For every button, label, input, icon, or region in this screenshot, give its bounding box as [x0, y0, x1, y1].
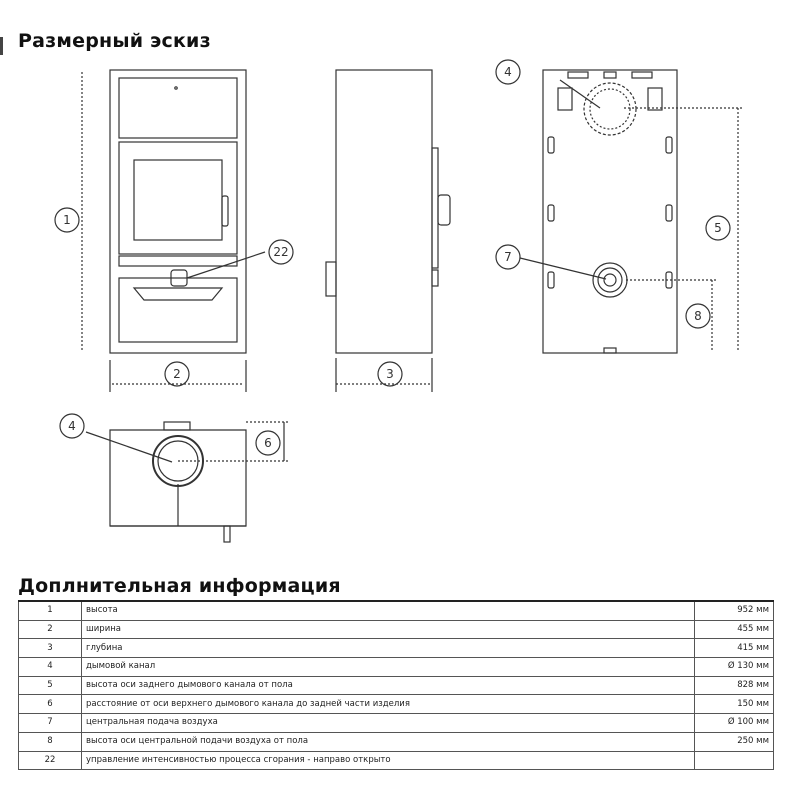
table-cell-value: Ø 130 мм — [695, 658, 774, 677]
front-view — [110, 70, 246, 353]
table-cell-desc: расстояние от оси верхнего дымового канала до задней части изделия — [82, 695, 695, 714]
callout-8: 8 — [694, 309, 702, 323]
sketch-title: Размерный эскиз — [18, 30, 211, 52]
table-cell-value: 828 мм — [695, 676, 774, 695]
table-cell-desc: центральная подача воздуха — [82, 714, 695, 733]
table-cell-num: 1 — [19, 601, 82, 620]
table-cell-num: 2 — [19, 620, 82, 639]
callout-22: 22 — [273, 245, 289, 259]
table-row — [19, 714, 774, 733]
table-cell-num: 6 — [19, 695, 82, 714]
table-cell-num: 3 — [19, 639, 82, 658]
table-cell-desc: управление интенсивностью процесса сгорания - направо открыто — [82, 751, 695, 770]
callout-2: 2 — [173, 367, 181, 381]
table-row — [19, 639, 774, 658]
table-cell-desc: глубина — [82, 639, 695, 658]
callout-5: 5 — [714, 221, 722, 235]
table-cell-num: 4 — [19, 658, 82, 677]
side-view — [326, 70, 450, 353]
table-cell-desc: ширина — [82, 620, 695, 639]
callout-3: 3 — [386, 367, 394, 381]
table-cell-desc: дымовой канал — [82, 658, 695, 677]
table-cell-value: 415 мм — [695, 639, 774, 658]
table-cell-desc: высота оси центральной подачи воздуха от пола — [82, 732, 695, 751]
table-row — [19, 751, 774, 770]
table-cell-value: 455 мм — [695, 620, 774, 639]
callout-4-top: 4 — [68, 419, 76, 433]
callout-4-back: 4 — [504, 65, 512, 79]
table-cell-num: 7 — [19, 714, 82, 733]
top-view — [110, 422, 246, 542]
table-cell-value — [695, 751, 774, 770]
table-cell-num: 22 — [19, 751, 82, 770]
table-cell-value: 952 мм — [695, 601, 774, 620]
callout-1: 1 — [63, 213, 71, 227]
info-table — [18, 600, 774, 770]
table-row — [19, 658, 774, 677]
table-cell-desc: высота оси заднего дымового канала от пола — [82, 676, 695, 695]
table-row — [19, 676, 774, 695]
table-row — [19, 601, 774, 620]
table-row — [19, 695, 774, 714]
callout-7: 7 — [504, 250, 512, 264]
table-cell-num: 5 — [19, 676, 82, 695]
table-cell-value: 250 мм — [695, 732, 774, 751]
callout-6: 6 — [264, 436, 272, 450]
back-view — [543, 70, 677, 353]
table-row — [19, 732, 774, 751]
table-cell-value: Ø 100 мм — [695, 714, 774, 733]
table-cell-value: 150 мм — [695, 695, 774, 714]
table-cell-desc: высота — [82, 601, 695, 620]
table-row — [19, 620, 774, 639]
info-title: Доплнительная информация — [18, 575, 341, 597]
table-cell-num: 8 — [19, 732, 82, 751]
